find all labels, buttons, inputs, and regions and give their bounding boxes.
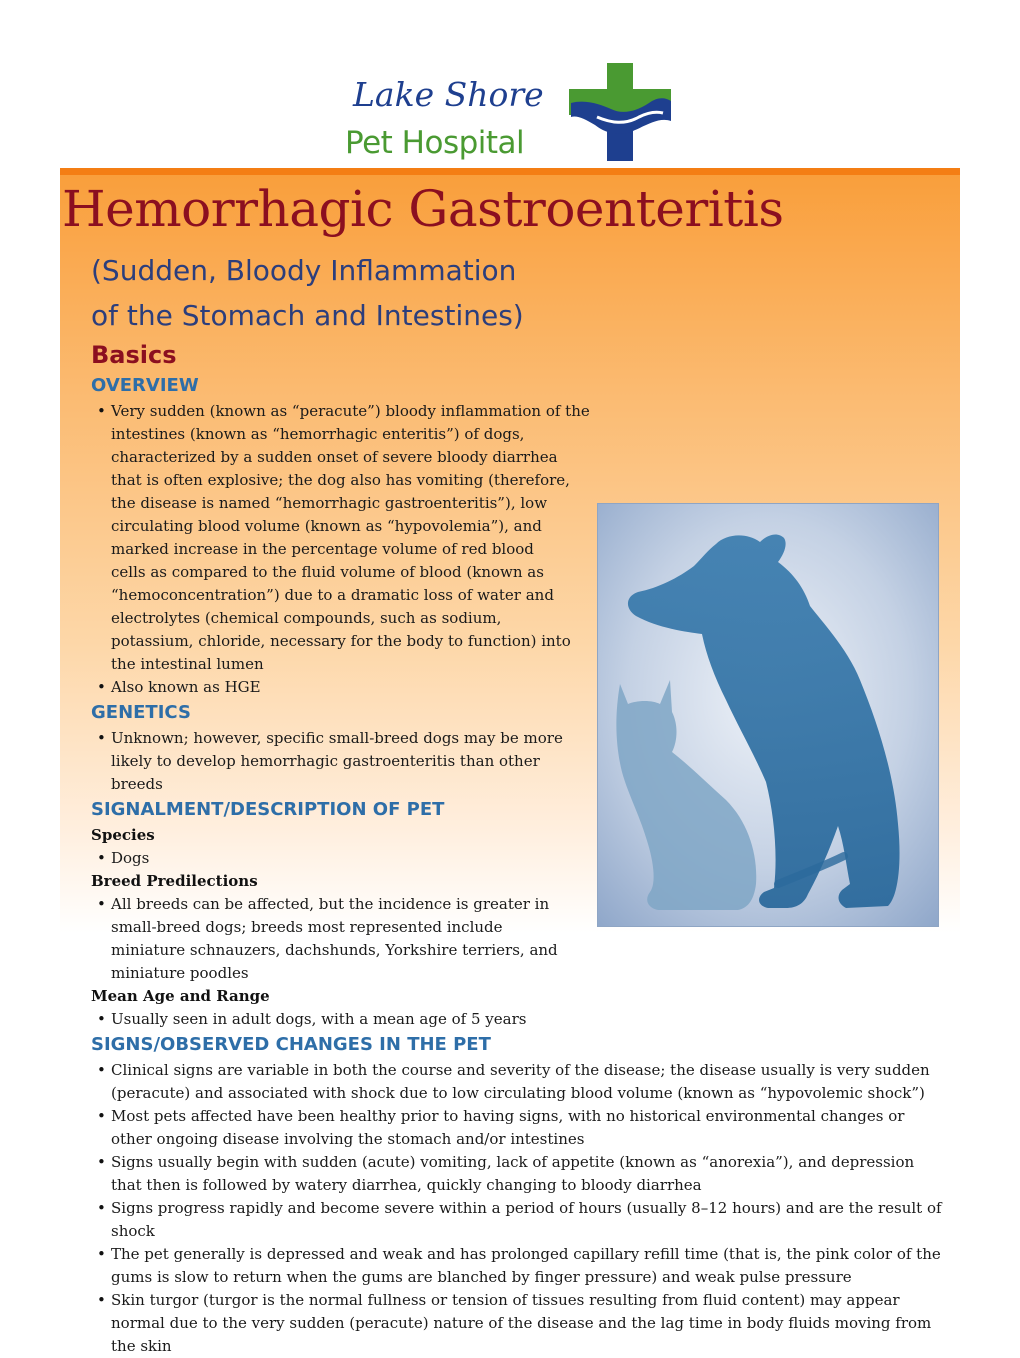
page-title: Hemorrhagic Gastroenteritis	[62, 180, 784, 238]
overview-heading: OVERVIEW	[91, 375, 199, 396]
photo-wrap-spacer-tall	[571, 499, 946, 919]
list-item	[91, 400, 946, 676]
genetics-item-1: Unknown; however, specific small-breed dogs may be more likely to develop hemorrhagic gastroenteritis than other breeds	[111, 729, 563, 793]
genetics-heading: GENETICS	[91, 702, 191, 723]
overview-item-2: Also known as HGE	[111, 678, 261, 696]
signs-list	[91, 1059, 946, 1358]
signs-heading: SIGNS/OBSERVED CHANGES IN THE PET	[91, 1034, 491, 1055]
list-item	[91, 1289, 946, 1358]
basics-heading: Basics	[91, 341, 177, 369]
signs-item-4: Signs progress rapidly and become severe within a period of hours (usually 8–12 hours) and are the result of shock	[111, 1199, 942, 1240]
document-body	[91, 338, 946, 1358]
logo-text-lake-shore: Lake Shore	[353, 75, 544, 114]
species-heading: Species	[91, 826, 155, 844]
species-list	[91, 847, 571, 870]
signs-item-1: Clinical signs are variable in both the course and severity of the disease; the disease usually is very sudden (peracute) and associated with shock due to low circulating blood volume (known as “hypovolemic shock”)	[111, 1061, 930, 1102]
age-list	[91, 1008, 571, 1031]
list-item	[91, 1197, 946, 1243]
list-item	[91, 1151, 946, 1197]
subtitle-line-1: (Sudden, Bloody Inflammation	[91, 254, 517, 287]
breed-predilections-heading: Breed Predilections	[91, 872, 258, 890]
page-subtitle	[91, 248, 524, 338]
signs-item-3: Signs usually begin with sudden (acute) vomiting, lack of appetite (known as “anorexia”), and depression that then is followed by watery diarrhea, quickly changing to bloody diarrhea	[111, 1153, 915, 1194]
signalment-heading: SIGNALMENT/DESCRIPTION OF PET	[91, 799, 445, 820]
age-range-heading: Mean Age and Range	[91, 987, 270, 1005]
hospital-logo	[345, 55, 675, 170]
signs-item-5: The pet generally is depressed and weak and has prolonged capillary refill time (that is, the pink color of the gums is slow to return when the gums are blanched by finger pressure) and weak pulse pressure	[111, 1245, 941, 1286]
signs-item-6: Skin turgor (turgor is the normal fullness or tension of tissues resulting from fluid content) may appear normal due to the very sudden (peracute) nature of the disease and the lag time in body fluids moving from the skin	[111, 1291, 932, 1355]
subtitle-line-2: of the Stomach and Intestines)	[91, 299, 524, 332]
signs-item-2: Most pets affected have been healthy prior to having signs, with no historical environmental changes or other ongoing disease involving the stomach and/or intestines	[111, 1107, 905, 1148]
header-band-top-rule	[60, 168, 960, 175]
logo-cross-icon	[567, 59, 673, 165]
list-item	[91, 727, 571, 796]
list-item	[91, 1008, 571, 1031]
genetics-list	[91, 727, 571, 796]
list-item	[91, 847, 571, 870]
list-item	[91, 1243, 946, 1289]
list-item	[91, 1105, 946, 1151]
overview-list	[91, 400, 946, 699]
age-item-1: Usually seen in adult dogs, with a mean age of 5 years	[111, 1010, 527, 1028]
list-item	[91, 676, 946, 699]
logo-text-pet-hospital: Pet Hospital	[345, 125, 525, 161]
breed-item-1: All breeds can be affected, but the incidence is greater in small-breed dogs; breeds most represented include miniature schnauzers, dachshunds, Yorkshire terriers, and miniature poodles	[111, 895, 558, 982]
overview-item-1: Very sudden (known as “peracute”) bloody inflammation of the intestines (known as “hemorrhagic enteritis”) of dogs, characterized by a sudden onset of severe bloody diarrhea that is often explosive; the dog also has vomiting (therefore, the disease is named “hemorrhagic gastroenteritis”), low circulating blood volume (known as “hypovolemia”), and marked increase in the percentage volume of red blood cells as compared to the fluid volume of blood (known as “hemoconcentration”) due to a dramatic loss of water and electrolytes (chemical compounds, such as sodium, potassium, chloride, necessary for the body to function) into the intestinal lumen	[111, 402, 590, 673]
species-item-1: Dogs	[111, 849, 150, 867]
list-item	[91, 893, 571, 985]
list-item	[91, 1059, 946, 1105]
breed-list	[91, 893, 571, 985]
